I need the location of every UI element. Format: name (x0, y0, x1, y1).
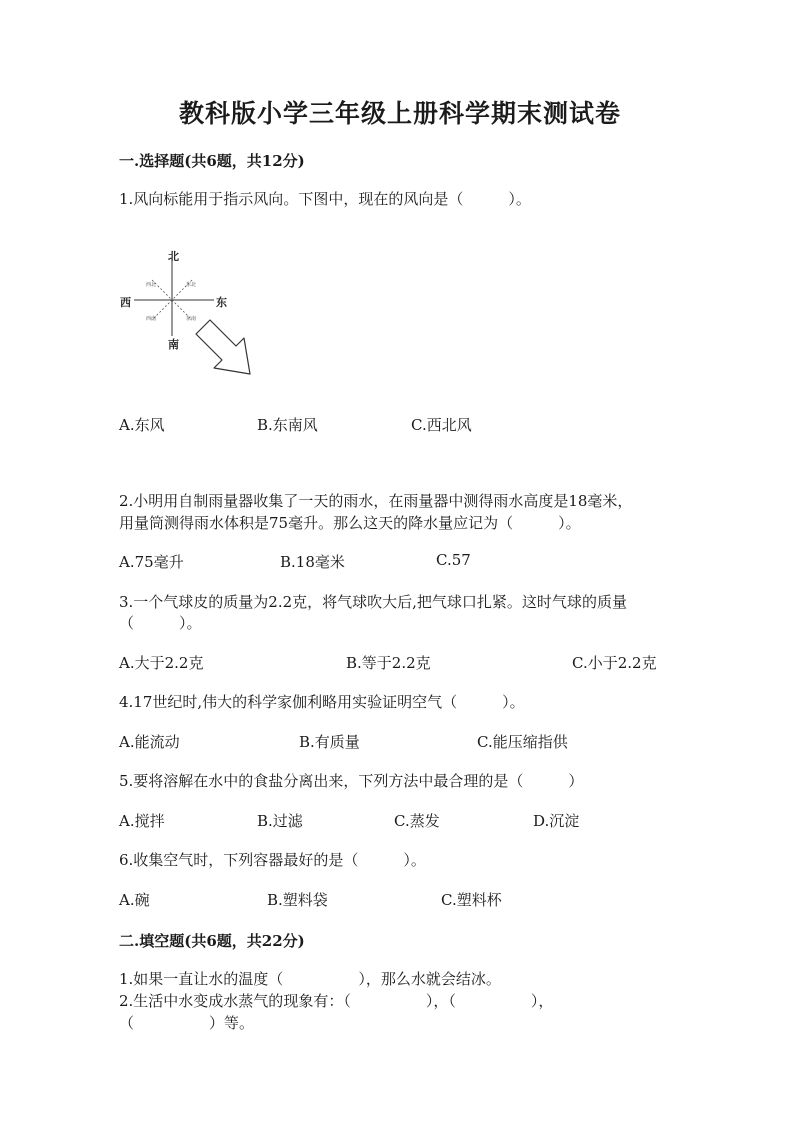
q4-option-c: C.能压缩指供 (477, 733, 568, 751)
q2-option-b: B.18毫米 (280, 553, 345, 571)
question-4: 4.17世纪时,伟大的科学家伽利略用实验证明空气（ ）。 (119, 693, 525, 711)
question-3-line-2: （ ）。 (119, 614, 202, 632)
label-northeast: 东北 (186, 282, 197, 288)
label-east: 东 (216, 296, 227, 309)
question-2-line-1: 2.小明用自制雨量器收集了一天的雨水，在雨量器中测得雨水高度是18毫米， (119, 492, 633, 510)
q1-option-b: B.东南风 (257, 416, 318, 434)
question-1: 1.风向标能用于指示风向。下图中，现在的风向是（ ）。 (119, 190, 531, 208)
wind-vane-compass-diagram (112, 244, 272, 380)
question-2-line-2: 用量筒测得雨水体积是75毫升。那么这天的降水量应记为（ ）。 (119, 514, 581, 532)
q6-option-b: B.塑料袋 (267, 891, 328, 909)
q6-option-a: A.碗 (119, 891, 150, 909)
q1-option-c: C.西北风 (411, 416, 472, 434)
wind-arrow-icon (196, 320, 250, 374)
q5-option-b: B.过滤 (257, 812, 303, 830)
q6-option-c: C.塑料杯 (441, 891, 502, 909)
q3-option-b: B.等于2.2克 (346, 654, 431, 672)
question-5: 5.要将溶解在水中的食盐分离出来，下列方法中最合理的是（ ） (119, 772, 584, 790)
q2-option-a: A.75毫升 (119, 553, 184, 571)
label-northwest: 西北 (146, 282, 157, 288)
q5-option-a: A.搅拌 (119, 812, 165, 830)
label-southeast: 东南 (186, 316, 197, 322)
q4-option-a: A.能流动 (119, 733, 180, 751)
q5-option-c: C.蒸发 (394, 812, 440, 830)
label-south: 南 (168, 338, 179, 351)
section-heading-fill-in: 二.填空题(共6题，共22分) (119, 932, 305, 950)
label-north: 北 (168, 250, 179, 263)
q2-option-c: C.57 (436, 551, 471, 569)
question-3-line-1: 3.一个气球皮的质量为2.2克，将气球吹大后,把气球口扎紧。这时气球的质量 (119, 593, 627, 611)
label-west: 西 (120, 296, 131, 309)
q5-option-d: D.沉淀 (533, 812, 580, 830)
q3-option-a: A.大于2.2克 (119, 654, 204, 672)
fill-question-1: 1.如果一直让水的温度（ ），那么水就会结冰。 (119, 970, 501, 988)
page-title: 教科版小学三年级上册科学期末测试卷 (178, 99, 621, 128)
question-6: 6.收集空气时，下列容器最好的是（ ）。 (119, 851, 426, 869)
q4-option-b: B.有质量 (299, 733, 360, 751)
fill-question-2-line-2: （ ）等。 (119, 1014, 255, 1032)
q3-option-c: C.小于2.2克 (572, 654, 657, 672)
section-heading-choice: 一.选择题(共6题，共12分) (119, 152, 305, 170)
fill-question-2-line-1: 2.生活中水变成水蒸气的现象有：（ ），（ ）， (119, 992, 554, 1010)
q1-option-a: A.东风 (119, 416, 165, 434)
label-southwest: 西南 (146, 316, 157, 322)
